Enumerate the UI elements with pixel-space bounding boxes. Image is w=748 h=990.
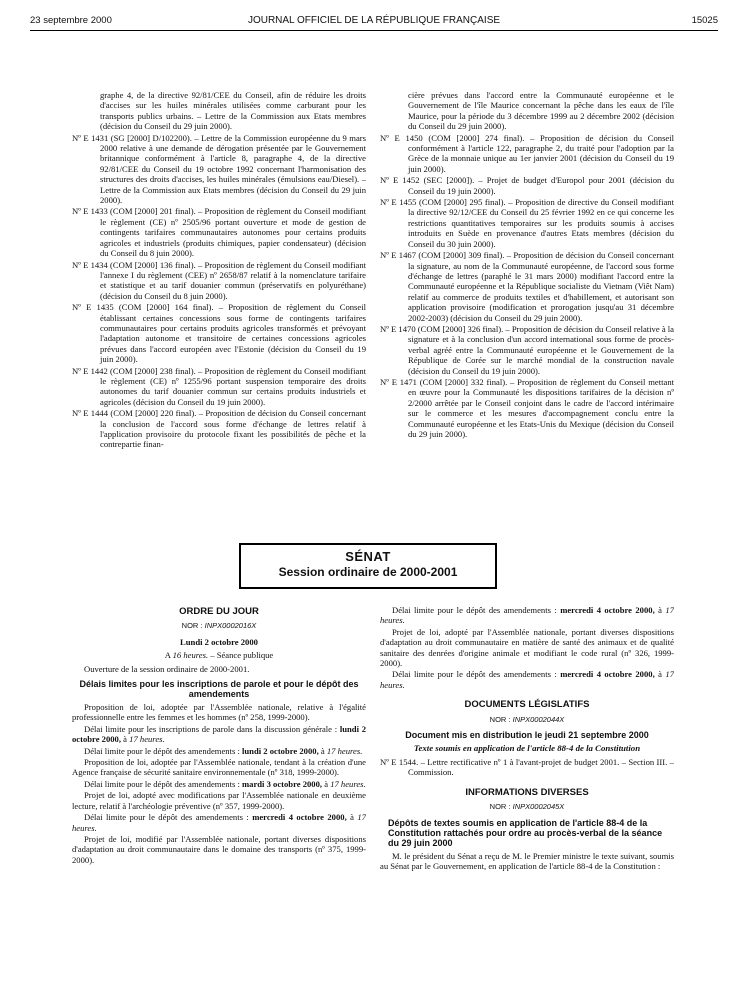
paragraph-list <box>380 605 674 690</box>
entries-list <box>380 133 674 440</box>
paragraph-text: Délai limite pour le dépôt des amendements : <box>392 605 557 615</box>
entry-item <box>72 408 366 450</box>
entry-text: (COM [2000] 295 final). – Proposition de directive du Conseil modifiant la directive 92/12/CEE du Conseil du 25 février 1992 en ce qui concerne les restrictions quantitatives temporaires sur les produits soumis à accises introduits en Suède en provenance d'autres Etats membres (décision du Conseil du 30 juin 2000). <box>408 197 674 249</box>
nor-code: INPX0002016X <box>204 621 257 631</box>
entry-item <box>72 260 366 302</box>
entry-text: (COM [2000] 332 final). – Proposition de règlement du Conseil mettant en œuvre pour la Communauté les dispositions tarifaires de la décision nº 2/2000 arrêtée par le Conseil conjoint dans le cadre de l'accord intérimaire sur le commerce et les mesures d'accompagnement conclu entre la Communauté européenne et les Etats-Unis du Mexique (décision du Conseil du 29 juin 2000). <box>408 376 674 439</box>
paragraph-text: Proposition de loi, adoptée par l'Assemblée nationale, relative à l'égalité professionnelle entre les femmes et les hommes (nº 258, 1999-2000). <box>72 702 366 723</box>
info-paragraph: M. le président du Sénat a reçu de M. le Premier ministre le texte suivant, soumis au Sénat par le Gouvernement, en application de l'article 88-4 de la Constitution : <box>380 850 674 872</box>
deadline-connector: à <box>320 745 325 756</box>
paragraph-text: Délai limite pour le dépôt des amendements : <box>84 778 240 789</box>
docs-heading: DOCUMENTS LÉGISLATIFS <box>464 699 590 711</box>
entry-label: Nº E 1452 <box>380 175 420 186</box>
header-rule <box>30 30 718 31</box>
entry-label: Nº E 1455 <box>380 197 417 208</box>
paragraph-text: Projet de loi, modifié par l'Assemblée nationale, portant diverses dispositions d'adaptation au droit communautaire dans le domaine des transports (nº 375, 1999-2000). <box>72 833 366 865</box>
deadline-date: mercredi 4 octobre 2000, <box>560 605 655 615</box>
entry-text: (COM [2000] 220 final). – Proposition de décision du Conseil concernant la conclusion de l'accord sous forme d'échange de lettres relatif à l'application provisoire du protocole fixant les possibilités de pêche et la contrepartie finan- <box>100 408 366 450</box>
info-heading: INFORMATIONS DIVERSES <box>465 786 589 798</box>
deadline-time: 17 heures. <box>72 812 366 833</box>
docs-entry <box>380 757 674 778</box>
docs-subheading-italic: Texte soumis en application de l'article 88-4 de la Constitution <box>413 743 641 754</box>
entry-text: (COM [2000] 164 final). – Proposition de règlement du Conseil établissant certaines concessions sous forme de contingents tarifaires communautaires pour certains produits agricoles transformés et prévoyant l'adaptation autonome et transitoire de certaines concessions agricoles prévues dans l'accord européen avec l'Estonie (décision du Conseil du 19 juin 2000). <box>100 302 366 365</box>
bottom-right-column <box>380 605 674 980</box>
entry-label: Nº E 1435 <box>72 302 114 313</box>
paragraph <box>72 812 366 833</box>
entry-item <box>72 366 366 408</box>
entry-item <box>380 197 674 249</box>
entry-item <box>72 302 366 364</box>
entry-item <box>380 250 674 323</box>
entry-text: (SEC [2000]). – Projet de budget d'Europol pour 2001 (décision du Conseil du 19 juin 2000). <box>408 175 674 196</box>
deadline-time: 17 heures. <box>330 778 366 789</box>
deadline-time: 17 heures. <box>380 605 674 626</box>
nor-reference <box>72 621 366 631</box>
entry-text: (COM [2000] 309 final). – Proposition de décision du Conseil concernant la signature, au nom de la Communauté européenne, de l'accord sous forme d'échange de lettres (paraphé le 31 mars 2000) modifiant l'accord entre la Communauté européenne et la République socialiste du Vietnam (Viêt Nam) relatif au commerce de produits textiles et d'habillement, et autorisant son application provisoire (modification et prorogation jusqu'au 31 décembre 2002-2003) (décision du Conseil du 29 juin 2000). <box>408 250 674 323</box>
entry-label: Nº E 1544. <box>380 757 419 768</box>
paragraph <box>380 605 674 626</box>
nor-prefix: NOR : <box>181 621 203 631</box>
bottom-left-column <box>72 605 366 980</box>
deadline-time: 17 heures. <box>129 734 165 745</box>
deadline-date: mardi 3 octobre 2000, <box>242 778 323 789</box>
nor-prefix: NOR : <box>489 802 511 812</box>
info-subheading: Dépôts de textes soumis en application de l'article 88-4 de la Constitution rattachés pour ordre au procès-verbal de la séance du 29 juin 2000 <box>388 817 663 848</box>
page-number: 15025 <box>691 15 718 26</box>
docs-subheading: Document mis en distribution le jeudi 21 septembre 2000 <box>405 730 649 741</box>
entry-label: Nº E 1470 <box>380 323 416 334</box>
time-value: 16 heures. <box>172 650 209 661</box>
paragraph-text: Délai limite pour les inscriptions de parole dans la discussion générale : <box>84 723 338 734</box>
paragraph-list <box>72 702 366 865</box>
paragraph-text: Proposition de loi, adoptée par l'Assemblée nationale, tendant à la création d'une Agence française de sécurité sanitaire environnementale (nº 318, 1999-2000). <box>72 757 366 778</box>
paragraph-text: Délai limite pour le dépôt des amendements : <box>84 812 249 823</box>
entry-item <box>380 324 674 376</box>
paragraph <box>72 702 366 723</box>
entry-label: Nº E 1431 <box>72 132 109 143</box>
entry-label: Nº E 1442 <box>72 365 108 376</box>
deadline-date: lundi 2 octobre 2000, <box>72 723 366 745</box>
top-left-column <box>72 90 366 540</box>
entry-label: Nº E 1450 <box>380 132 423 143</box>
page-header <box>30 15 718 29</box>
paragraph <box>380 627 674 669</box>
senate-banner <box>239 543 497 589</box>
entry-label: Nº E 1434 <box>72 259 108 270</box>
entry-label: Nº E 1433 <box>72 206 108 217</box>
paragraph-text: Projet de loi, adopté par l'Assemblée nationale, portant diverses dispositions d'adaptation au droit communautaire en matière de santé des animaux et de qualité sanitaire des denrées d'origine animale et modifiant le code rural (nº 326, 1999-2000). <box>380 626 674 669</box>
entry-item <box>380 133 674 175</box>
deadline-connector: à <box>350 812 354 823</box>
entry-item <box>72 206 366 258</box>
top-right-column <box>380 90 674 540</box>
paragraph <box>380 669 674 690</box>
time-suffix: – Séance publique <box>210 650 274 661</box>
nor-code: INPX0002045X <box>512 802 565 812</box>
deadline-time: 17 heures. <box>326 745 363 756</box>
entry-label: Nº E 1471 <box>380 376 417 387</box>
paragraph-text: Projet de loi, adopté avec modifications par l'Assemblée nationale en deuxième lecture, relatif à l'archéologie préventive (nº 357, 1999-2000). <box>72 790 366 811</box>
deadline-connector: à <box>658 669 662 680</box>
entry-item <box>380 377 674 439</box>
nor-code: INPX0002044X <box>512 714 565 724</box>
entry-text: (COM [2000] 238 final). – Proposition de règlement du Conseil modifiant le règlement (CE) nº 1255/96 portant suspension temporaire des droits autonomes du tarif douanier commun sur certains produits industriels et agricoles (décision du Conseil du 19 juin 2000). <box>100 365 366 407</box>
time-prefix: A <box>164 650 171 661</box>
entry-text: – Lettre rectificative nº 1 à l'avant-projet de budget 2001. – Section III. – Commission. <box>408 757 674 778</box>
paragraph <box>72 746 366 756</box>
deadline-date: mercredi 4 octobre 2000, <box>560 669 655 680</box>
deadline-date: mercredi 4 octobre 2000, <box>252 812 347 823</box>
deadline-time: 17 heures. <box>380 669 674 690</box>
session-opening: Ouverture de la session ordinaire de 2000-2001. <box>84 663 250 674</box>
entry-item <box>72 133 366 206</box>
entry-text: (COM [2000] 274 final). – Proposition de décision du Conseil conformément à l'article 122, paragraphe 2, du traité pour l'adoption par la Grèce de la monnaie unique au 1er janvier 2001 (décision du Conseil du 19 juin 2000). <box>408 132 674 174</box>
session-time <box>72 650 366 660</box>
journal-title: JOURNAL OFFICIEL DE LA RÉPUBLIQUE FRANÇAISE <box>247 15 501 26</box>
entry-text: (COM [2000] 136 final). – Proposition de règlement du Conseil modifiant l'annexe I du règlement (CEE) nº 2658/87 relatif à la nomenclature tarifaire et statistique et au tarif douanier commun (préservatifs en polyuréthane) (décision du Conseil du 8 juin 2000). <box>100 259 366 301</box>
deadlines-subheading: Délais limites pour les inscriptions de parole et pour le dépôt des amendements <box>79 679 359 700</box>
section-heading: ORDRE DU JOUR <box>179 606 259 617</box>
deadline-connector: à <box>123 734 127 745</box>
header-date: 23 septembre 2000 <box>30 15 112 26</box>
continuation-text: graphe 4, de la directive 92/81/CEE du Conseil, afin de réduire les droits d'accises sur les huiles minérales utilisées comme carburant pour les transports publics urbains. – Lettre de la Commission aux Etats membres (décision du Conseil du 29 juin 2000). <box>100 90 366 132</box>
banner-subtitle: Session ordinaire de 2000-2001 <box>278 565 458 579</box>
entry-item <box>380 175 674 196</box>
entry-label: Nº E 1467 <box>380 250 416 261</box>
docs-nor-reference <box>380 715 674 725</box>
paragraph <box>72 790 366 811</box>
entry-label: Nº E 1444 <box>72 408 108 419</box>
entry-text: (SG [2000] D/102200). – Lettre de la Commission européenne du 9 mars 2000 relative à une demande de dérogation présentée par le Gouvernement britannique conformément à l'article 8, paragraphe 4, de la directive 92/81/CEE du Conseil du 19 octobre 1992 concernant l'harmonisation des structures des droits d'accises, les huiles minérales (émulsions eau/Diesel). – Lettre de la Commission aux Etats membres (décision du Conseil du 29 juin 2000). <box>100 132 366 206</box>
entries-list <box>72 133 366 450</box>
paragraph-text: Délai limite pour le dépôt des amendements : <box>392 669 557 680</box>
paragraph <box>72 834 366 865</box>
continuation-text: cière prévues dans l'accord entre la Communauté européenne et le Gouvernement de l'île Maurice concernant la pêche dans les eaux de l'île Maurice, pour la période du 3 décembre 1999 au 2 décembre 2002 (décision du Conseil du 29 juin 2000). <box>408 90 674 132</box>
info-nor-reference <box>380 802 674 812</box>
paragraph <box>72 724 366 745</box>
entry-text: (COM [2000] 201 final). – Proposition de règlement du Conseil modifiant le règlement (CE) nº 2505/96 portant ouverture et mode de gestion de contingents tarifaires communautaires autonomes pour certains produits agricoles et industriels (produits chimiques, papier condensateur) (décision du Conseil du 8 juin 2000). <box>100 206 366 259</box>
paragraph <box>72 779 366 789</box>
paragraph-text: Délai limite pour le dépôt des amendements : <box>84 745 240 756</box>
paragraph <box>72 757 366 778</box>
session-date: Lundi 2 octobre 2000 <box>180 636 258 647</box>
banner-title: SÉNAT <box>345 549 391 564</box>
deadline-connector: à <box>324 778 329 789</box>
deadline-date: lundi 2 octobre 2000, <box>242 745 319 756</box>
deadline-connector: à <box>658 605 662 615</box>
entry-text: (COM [2000] 326 final). – Proposition de décision du Conseil relative à la signature et à la conclusion d'un accord international sous forme de procès-verbal agréé entre la Communauté européenne et le Gouvernement de la République de Corée sur le marché mondial de la construction navale (décision du Conseil du 19 juin 2000). <box>408 323 674 376</box>
nor-prefix: NOR : <box>489 714 511 724</box>
